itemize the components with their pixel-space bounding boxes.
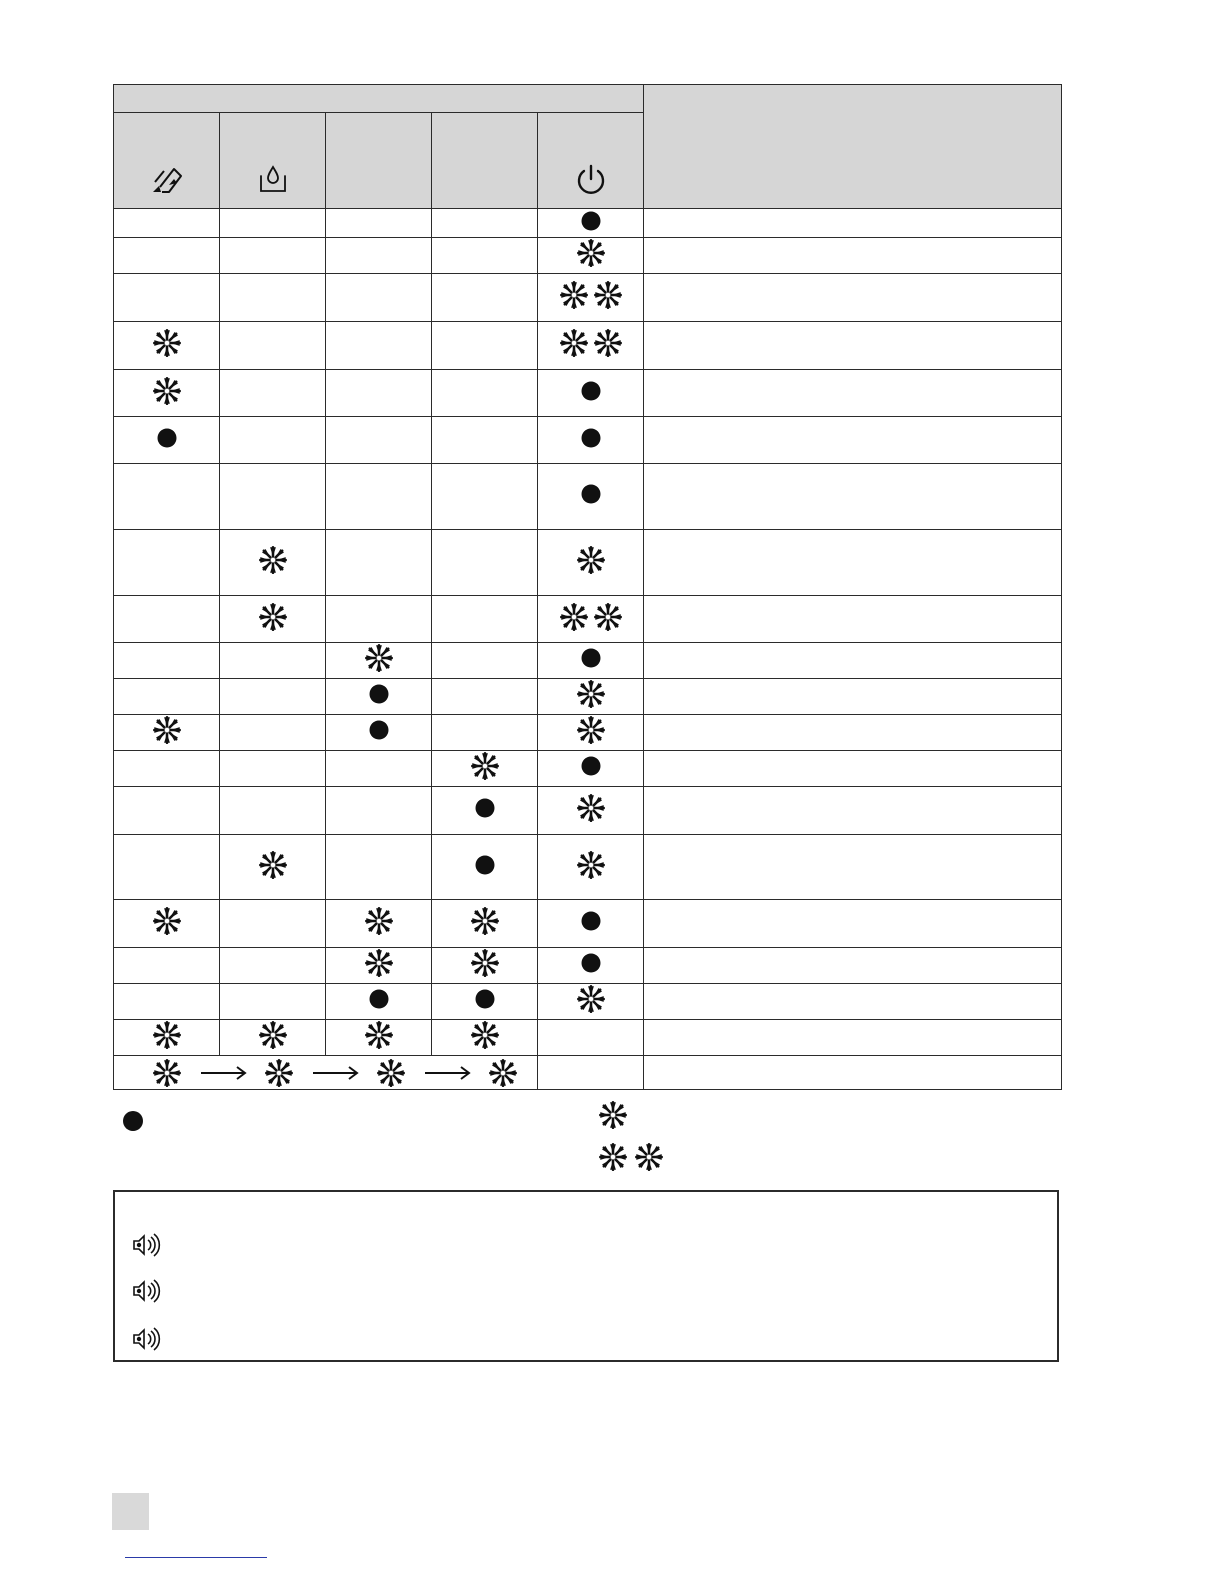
status-cell <box>538 679 644 715</box>
status-cell <box>538 1020 644 1056</box>
note-3 <box>131 1326 161 1357</box>
description-cell <box>644 464 1062 530</box>
status-cell <box>538 464 644 530</box>
description-cell <box>644 643 1062 679</box>
indicator-blink-symbol <box>152 1058 182 1088</box>
status-cell <box>114 596 220 643</box>
power-icon <box>574 163 608 197</box>
indicator-on-symbol <box>474 854 496 876</box>
status-cell <box>432 751 538 787</box>
indicator-on-symbol <box>474 988 496 1010</box>
status-cell <box>114 464 220 530</box>
status-cell <box>326 274 432 322</box>
status-cell <box>538 751 644 787</box>
status-cell <box>220 417 326 464</box>
status-cell <box>220 209 326 238</box>
table-row <box>114 417 1062 464</box>
status-cell <box>326 751 432 787</box>
table-row <box>114 984 1062 1020</box>
status-cell <box>220 948 326 984</box>
status-cell <box>432 715 538 751</box>
status-cell <box>114 751 220 787</box>
status-cell <box>432 274 538 322</box>
status-cell <box>220 274 326 322</box>
status-cell <box>114 984 220 1020</box>
status-cell <box>114 417 220 464</box>
indicator-blink-symbol <box>152 376 182 406</box>
description-cell <box>644 322 1062 370</box>
status-cell <box>538 643 644 679</box>
status-cell <box>326 209 432 238</box>
description-cell <box>644 835 1062 900</box>
status-cell <box>538 417 644 464</box>
indicator-on-symbol <box>580 427 602 449</box>
status-cell <box>432 835 538 900</box>
indicator-blink-symbol <box>488 1058 518 1088</box>
status-cell <box>432 900 538 948</box>
header-power-cell <box>538 113 644 209</box>
status-cell <box>538 1056 644 1090</box>
status-cell <box>220 679 326 715</box>
indicator-blink-symbol <box>364 948 394 978</box>
indicator-blink-symbol <box>364 643 394 673</box>
table-row <box>114 643 1062 679</box>
status-cell <box>432 322 538 370</box>
status-cell <box>326 984 432 1020</box>
header-group-cell <box>114 85 644 113</box>
status-cell <box>114 679 220 715</box>
indicator-blink-symbol <box>152 1020 182 1050</box>
indicator-blink-symbol <box>576 238 606 268</box>
status-cell <box>326 787 432 835</box>
status-cell <box>538 238 644 274</box>
status-cell <box>114 370 220 417</box>
page-number-tab <box>112 1493 149 1530</box>
table-row <box>114 596 1062 643</box>
table-row <box>114 679 1062 715</box>
table-row <box>114 238 1062 274</box>
status-cell <box>432 984 538 1020</box>
legend-blink-symbol <box>598 1100 628 1130</box>
status-cell <box>326 679 432 715</box>
status-cell <box>326 464 432 530</box>
table-row <box>114 751 1062 787</box>
status-cell <box>326 417 432 464</box>
status-cell <box>326 370 432 417</box>
status-cell <box>220 530 326 596</box>
indicator-table <box>113 84 1062 1090</box>
table-row <box>114 274 1062 322</box>
status-cell <box>220 1020 326 1056</box>
pen-icon <box>150 161 184 195</box>
description-cell <box>644 596 1062 643</box>
status-cell <box>538 948 644 984</box>
header-drop-cell <box>220 113 326 209</box>
status-cell <box>326 596 432 643</box>
indicator-blink-symbol <box>470 751 500 781</box>
status-cell <box>220 835 326 900</box>
status-cell <box>538 984 644 1020</box>
water-drop-icon <box>258 163 288 193</box>
indicator-on-symbol <box>156 427 178 449</box>
arrow-icon <box>424 1065 472 1081</box>
indicator-on-symbol <box>368 988 390 1010</box>
status-cell <box>538 209 644 238</box>
indicator-blink-symbol <box>258 545 288 575</box>
status-cell <box>114 209 220 238</box>
status-cell <box>538 530 644 596</box>
status-cell <box>432 787 538 835</box>
indicator-on-symbol <box>580 647 602 669</box>
indicator-blink-symbol <box>470 906 500 936</box>
indicator-blink-symbol <box>576 679 606 709</box>
status-cell <box>220 238 326 274</box>
status-cell <box>220 322 326 370</box>
status-cell <box>538 274 644 322</box>
status-cell <box>326 715 432 751</box>
indicator-on-symbol <box>580 483 602 505</box>
description-cell <box>644 900 1062 948</box>
arrow-icon <box>200 1065 248 1081</box>
description-cell <box>644 370 1062 417</box>
header-col3-cell <box>326 113 432 209</box>
status-cell <box>220 464 326 530</box>
header-pen-cell <box>114 113 220 209</box>
status-cell <box>432 596 538 643</box>
description-cell <box>644 787 1062 835</box>
indicator-blink-symbol <box>264 1058 294 1088</box>
indicator-on-symbol <box>580 952 602 974</box>
status-cell <box>114 835 220 900</box>
description-cell <box>644 679 1062 715</box>
status-cell <box>432 209 538 238</box>
table-row <box>114 1056 1062 1090</box>
table-row <box>114 209 1062 238</box>
speaker-icon <box>131 1278 161 1304</box>
status-cell <box>114 530 220 596</box>
indicator-on-symbol <box>368 683 390 705</box>
status-cell <box>114 948 220 984</box>
status-cell <box>220 643 326 679</box>
status-cell <box>114 238 220 274</box>
status-cell <box>326 322 432 370</box>
table-row <box>114 835 1062 900</box>
indicator-blink-symbol <box>258 1020 288 1050</box>
indicator-blink-symbol <box>470 948 500 978</box>
status-cell <box>220 751 326 787</box>
status-cell <box>220 596 326 643</box>
status-cell <box>538 900 644 948</box>
status-cell <box>326 948 432 984</box>
status-cell <box>220 787 326 835</box>
indicator-blink-symbol <box>152 715 182 745</box>
table-row <box>114 715 1062 751</box>
description-cell <box>644 715 1062 751</box>
status-cell <box>432 679 538 715</box>
indicator-blink-symbol <box>364 906 394 936</box>
speaker-icon <box>131 1232 161 1258</box>
description-cell <box>644 274 1062 322</box>
indicator-blink-symbol <box>576 984 606 1014</box>
table-row <box>114 948 1062 984</box>
description-cell <box>644 417 1062 464</box>
status-cell <box>114 274 220 322</box>
status-cell <box>432 417 538 464</box>
description-cell <box>644 1020 1062 1056</box>
description-cell <box>644 1056 1062 1090</box>
indicator-on-symbol <box>580 910 602 932</box>
indicator-blink-symbol <box>576 545 606 575</box>
arrow-icon <box>312 1065 360 1081</box>
status-cell <box>220 715 326 751</box>
status-cell <box>326 530 432 596</box>
description-cell <box>644 751 1062 787</box>
table-row <box>114 787 1062 835</box>
status-cell <box>114 1020 220 1056</box>
status-cell <box>114 900 220 948</box>
footer-rule <box>125 1557 267 1558</box>
speaker-icon <box>131 1326 161 1352</box>
table-row <box>114 464 1062 530</box>
table-row <box>114 1020 1062 1056</box>
notes-box <box>113 1190 1059 1362</box>
status-cell <box>432 643 538 679</box>
status-cell <box>432 238 538 274</box>
legend-fast <box>598 1142 664 1177</box>
status-cell <box>114 322 220 370</box>
description-cell <box>644 238 1062 274</box>
status-cell <box>538 787 644 835</box>
status-cell <box>114 787 220 835</box>
status-cell <box>220 900 326 948</box>
table-row <box>114 370 1062 417</box>
status-cell <box>432 1020 538 1056</box>
status-cell <box>220 370 326 417</box>
indicator-blink-symbol <box>576 850 606 880</box>
status-cell <box>220 984 326 1020</box>
note-1 <box>131 1232 161 1263</box>
legend-on-symbol <box>121 1109 145 1133</box>
indicator-blink-symbol <box>576 715 606 745</box>
description-cell <box>644 530 1062 596</box>
status-cell <box>326 1020 432 1056</box>
indicator-on-symbol <box>580 380 602 402</box>
note-2 <box>131 1278 161 1309</box>
status-cell <box>538 370 644 417</box>
indicator-blink-symbol <box>470 1020 500 1050</box>
description-cell <box>644 209 1062 238</box>
legend-on <box>121 1109 145 1138</box>
status-cell <box>114 643 220 679</box>
status-cell <box>432 530 538 596</box>
indicator-on-symbol <box>474 797 496 819</box>
indicator-fast-blink-symbol <box>559 280 623 310</box>
indicator-blink-symbol <box>576 793 606 823</box>
status-cell <box>326 900 432 948</box>
header-description-cell <box>644 85 1062 209</box>
indicator-on-symbol <box>580 755 602 777</box>
indicator-on-symbol <box>580 210 602 232</box>
indicator-fast-blink-symbol <box>559 328 623 358</box>
indicator-on-symbol <box>368 719 390 741</box>
indicator-blink-symbol <box>376 1058 406 1088</box>
table-row <box>114 322 1062 370</box>
status-cell <box>432 464 538 530</box>
table-row <box>114 900 1062 948</box>
indicator-blink-symbol <box>258 850 288 880</box>
header-col4-cell <box>432 113 538 209</box>
legend-fast-symbol <box>598 1142 664 1172</box>
table-row <box>114 530 1062 596</box>
status-cell <box>538 715 644 751</box>
sequence-cell <box>114 1056 538 1090</box>
status-cell <box>432 370 538 417</box>
indicator-blink-symbol <box>258 602 288 632</box>
legend-blink <box>598 1100 628 1135</box>
status-cell <box>538 322 644 370</box>
status-cell <box>326 643 432 679</box>
status-cell <box>432 948 538 984</box>
description-cell <box>644 948 1062 984</box>
indicator-fast-blink-symbol <box>559 602 623 632</box>
indicator-blink-symbol <box>152 328 182 358</box>
indicator-blink-symbol <box>152 906 182 936</box>
status-cell <box>114 715 220 751</box>
status-cell <box>326 238 432 274</box>
status-cell <box>538 596 644 643</box>
status-cell <box>326 835 432 900</box>
indicator-blink-symbol <box>364 1020 394 1050</box>
description-cell <box>644 984 1062 1020</box>
status-cell <box>538 835 644 900</box>
